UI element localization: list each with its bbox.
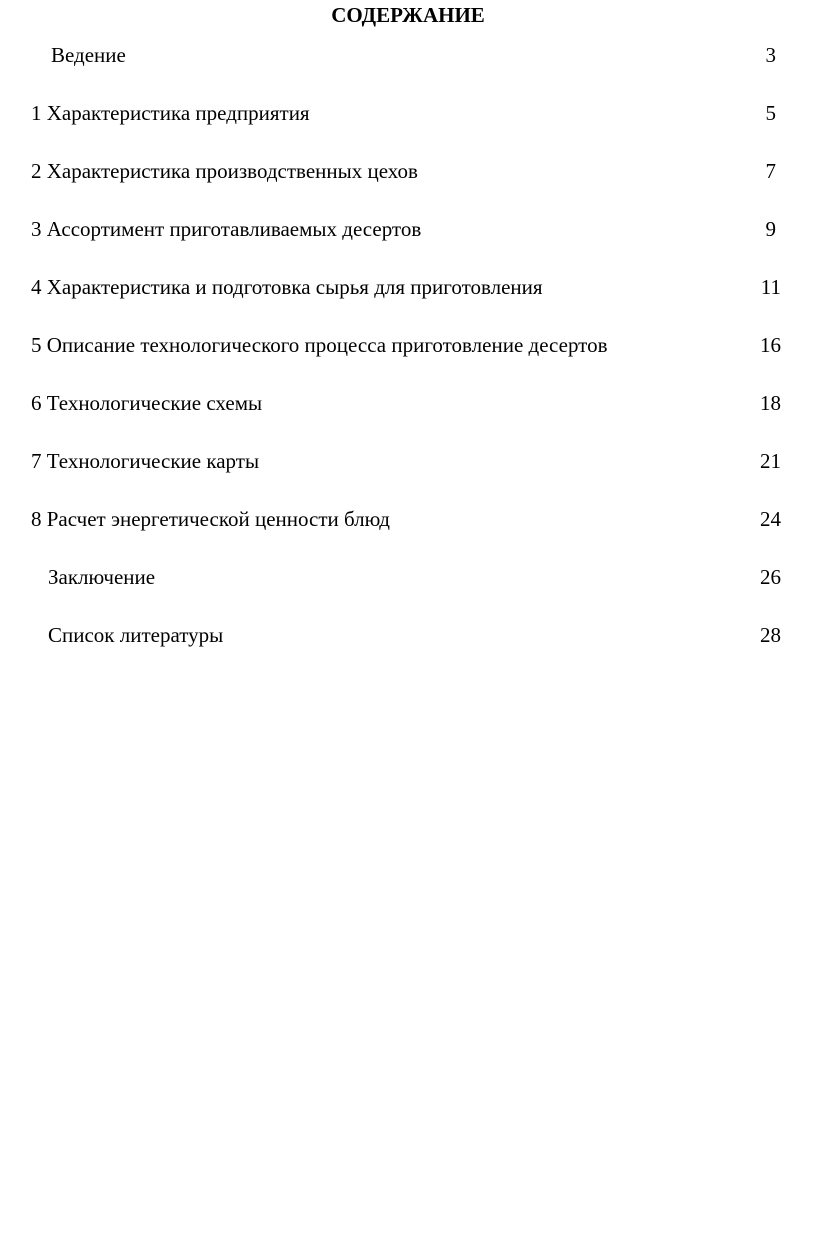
toc-entry-label: Ведение	[51, 43, 126, 67]
toc-entry-page: 18	[760, 391, 781, 415]
toc-entry	[0, 620, 816, 650]
toc-entry-page: 16	[760, 333, 781, 357]
toc-entry	[0, 272, 816, 302]
toc-entry-page: 5	[765, 101, 776, 125]
toc-entry-label: 4 Характеристика и подготовка сырья для приготовления	[31, 275, 543, 299]
toc-entry	[0, 156, 816, 186]
toc-entry-label: 1 Характеристика предприятия	[31, 101, 310, 125]
toc-entry-label: 8 Расчет энергетической ценности блюд	[31, 507, 390, 531]
toc-entry	[0, 40, 816, 70]
toc-entry-label: 7 Технологические карты	[31, 449, 260, 473]
toc-entry-page: 24	[760, 507, 781, 531]
toc-entry	[0, 98, 816, 128]
toc-entry-page: 9	[765, 217, 776, 241]
toc-entry-page: 26	[760, 565, 781, 589]
toc-entry-page: 28	[760, 623, 781, 647]
toc-entry-page: 11	[760, 275, 781, 299]
toc-entry-label: 3 Ассортимент приготавливаемых десертов	[31, 217, 422, 241]
toc-entry	[0, 504, 816, 534]
toc-entry-label: 5 Описание технологического процесса приготовление десертов	[31, 333, 608, 357]
toc-entry-page: 21	[760, 449, 781, 473]
toc-entry-page: 7	[765, 159, 776, 183]
toc-entry	[0, 446, 816, 476]
toc-entry-page: 3	[765, 43, 776, 67]
toc-entry	[0, 214, 816, 244]
toc-entry-label: 6 Технологические схемы	[31, 391, 263, 415]
toc-entry	[0, 388, 816, 418]
page-title: СОДЕРЖАНИЕ	[331, 3, 485, 27]
toc-entry	[0, 330, 816, 360]
toc-entry-label: Заключение	[48, 565, 156, 589]
toc-entry	[0, 562, 816, 592]
toc-entry-label: Список литературы	[48, 623, 224, 647]
toc-entry-label: 2 Характеристика производственных цехов	[31, 159, 418, 183]
